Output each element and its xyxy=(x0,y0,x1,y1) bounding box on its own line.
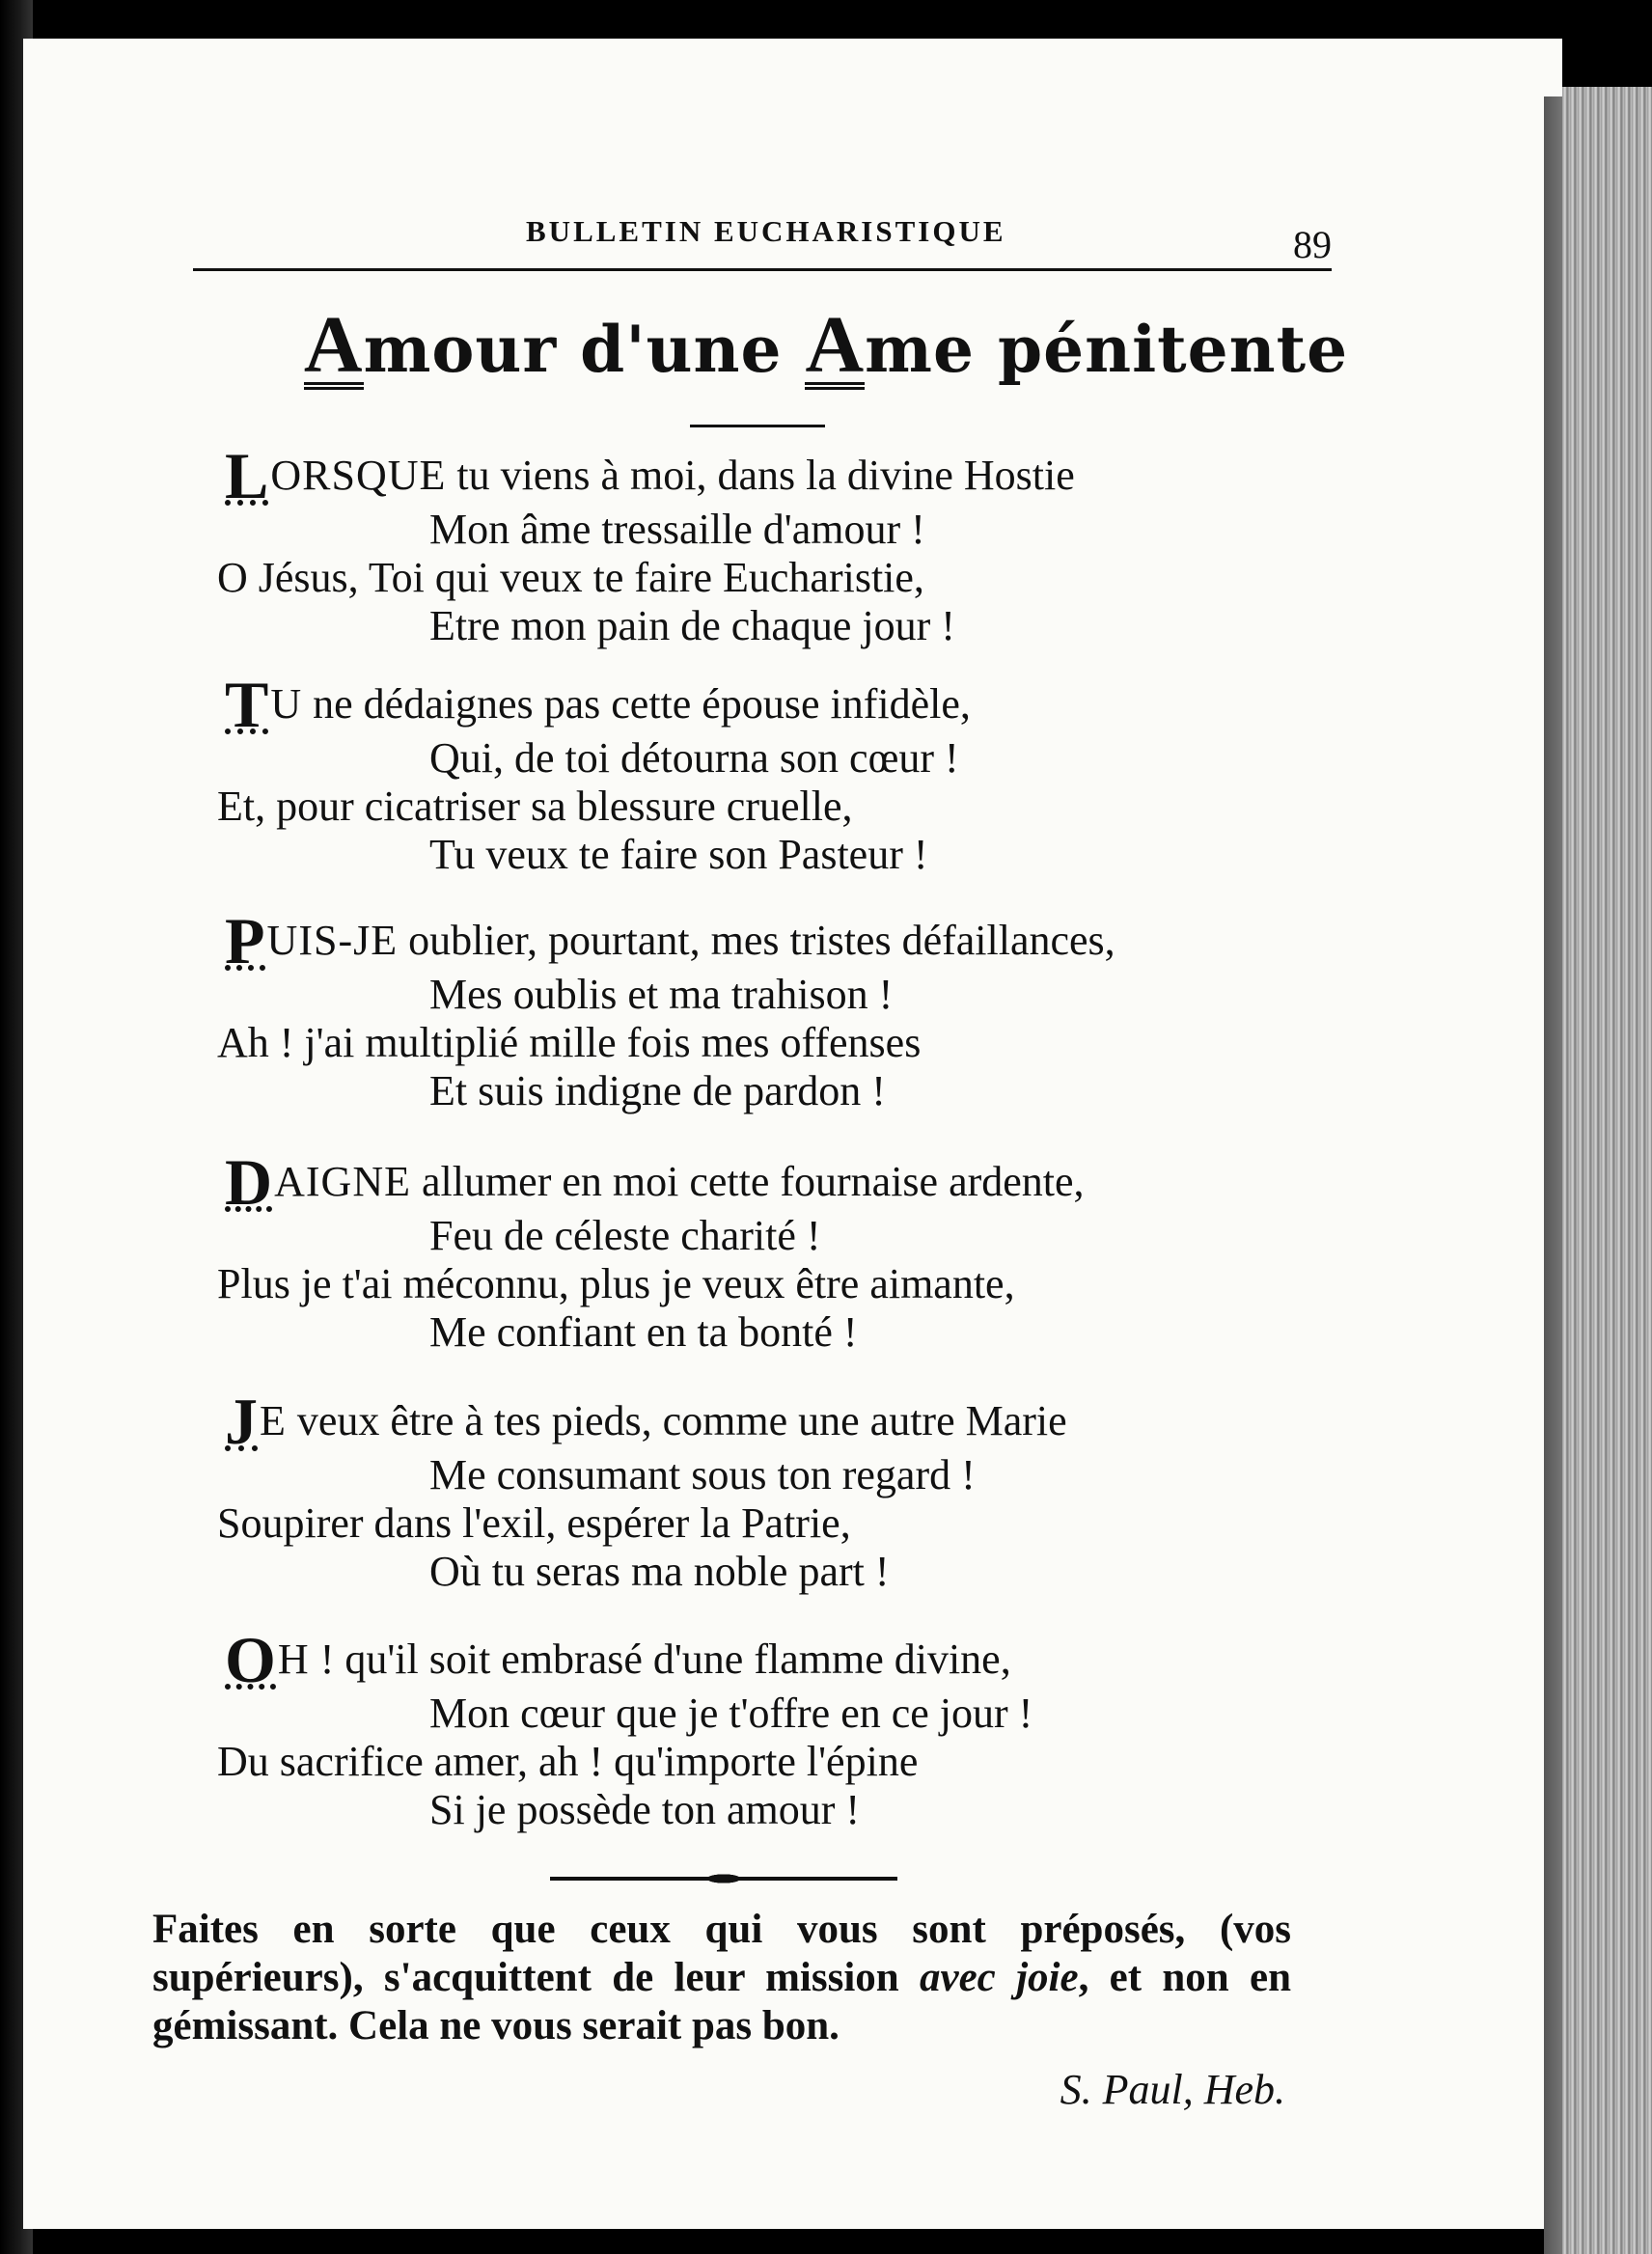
verse-line: Où tu seras ma noble part ! xyxy=(429,1548,890,1595)
verse-line xyxy=(217,439,1346,512)
verse-line xyxy=(217,668,1346,741)
stanza xyxy=(217,904,1346,1115)
ornate-dropcap: J xyxy=(225,1385,258,1458)
title-rule xyxy=(690,425,825,427)
stanza xyxy=(217,1145,1346,1357)
ornate-dropcap: T xyxy=(225,668,269,741)
verse-text: ne dédaignes pas cette épouse infidèle, xyxy=(302,680,971,728)
verse-line: Me consumant sous ton regard ! xyxy=(429,1451,976,1498)
verse-text: allumer en moi cette fournaise ardente, xyxy=(410,1158,1085,1205)
verse-line: Mon âme tressaille d'amour ! xyxy=(429,506,925,553)
lead-caps: E xyxy=(260,1397,287,1444)
title-text-part: me pénitente xyxy=(865,312,1349,387)
scripture-quote xyxy=(152,1906,1291,2050)
stanza xyxy=(217,1385,1346,1596)
verse-line xyxy=(217,1623,1346,1696)
verse-line: Feu de céleste charité ! xyxy=(429,1212,821,1259)
lead-caps: H xyxy=(277,1636,310,1683)
stanza xyxy=(217,1623,1346,1834)
lead-caps: AIGNE xyxy=(274,1158,411,1205)
verse-line: Soupirer dans l'exil, espérer la Patrie, xyxy=(217,1499,851,1547)
quote-attribution: S. Paul, Heb. xyxy=(1060,2066,1285,2113)
verse-text: veux être à tes pieds, comme une autre Marie xyxy=(286,1397,1067,1444)
title-text-part: mour d'une xyxy=(363,312,806,387)
ornate-dropcap: P xyxy=(225,904,265,977)
verse-line: Si je possède ton amour ! xyxy=(429,1786,861,1833)
verse-line: Ah ! j'ai multiplié mille fois mes offenses xyxy=(217,1019,922,1066)
verse-text: ! qu'il soit embrasé d'une flamme divine, xyxy=(309,1636,1011,1683)
verse-line xyxy=(217,1145,1346,1219)
verse-line: Du sacrifice amer, ah ! qu'importe l'épine xyxy=(217,1738,919,1785)
ornamental-divider xyxy=(550,1877,897,1881)
verse-line xyxy=(217,1385,1346,1458)
verse-line: Me confiant en ta bonté ! xyxy=(429,1308,858,1356)
verse-line: Qui, de toi détourna son cœur ! xyxy=(429,734,959,782)
quote-text: Faites en sorte que ceux qui vous sont préposés, (vos supérieurs), s'acquittent de leur mission xyxy=(152,1907,1291,2000)
page-block-edge xyxy=(1562,87,1652,2254)
poem-title xyxy=(0,300,1652,390)
page-number: 89 xyxy=(1293,223,1332,266)
ornate-dropcap: O xyxy=(225,1623,276,1696)
verse-line xyxy=(217,904,1346,977)
page-header xyxy=(193,203,1332,266)
lead-caps: U xyxy=(270,680,303,728)
stanza xyxy=(217,668,1346,879)
title-ornate-initial: A xyxy=(303,300,364,390)
verse-line: Et, pour cicatriser sa blessure cruelle, xyxy=(217,783,853,830)
header-rule xyxy=(193,268,1332,271)
stanza xyxy=(217,439,1346,650)
running-title: BULLETIN EUCHARISTIQUE xyxy=(526,214,1006,248)
verse-line: O Jésus, Toi qui veux te faire Eucharistie, xyxy=(217,554,924,601)
verse-line: Mon cœur que je t'offre en ce jour ! xyxy=(429,1690,1033,1737)
verse-line: Et suis indigne de pardon ! xyxy=(429,1067,886,1114)
verse-line: Plus je t'ai méconnu, plus je veux être aimante, xyxy=(217,1260,1015,1307)
verse-line: Tu veux te faire son Pasteur ! xyxy=(429,831,928,878)
verse-text: oublier, pourtant, mes tristes défaillances, xyxy=(398,917,1115,964)
quote-text: , et non en gémissant. Cela ne vous serait pas bon. xyxy=(152,1955,1291,2048)
verse-line: Mes oublis et ma trahison ! xyxy=(429,971,894,1018)
quote-italic: avec joie xyxy=(920,1955,1079,2000)
lead-caps: UIS-JE xyxy=(266,917,399,964)
title-ornate-initial: A xyxy=(805,300,866,390)
ornate-dropcap: D xyxy=(225,1145,273,1219)
verse-text: tu viens à moi, dans la divine Hostie xyxy=(446,452,1075,499)
verse-line: Etre mon pain de chaque jour ! xyxy=(429,602,955,649)
lead-caps: ORSQUE xyxy=(270,452,447,499)
ornate-dropcap: L xyxy=(225,439,269,512)
